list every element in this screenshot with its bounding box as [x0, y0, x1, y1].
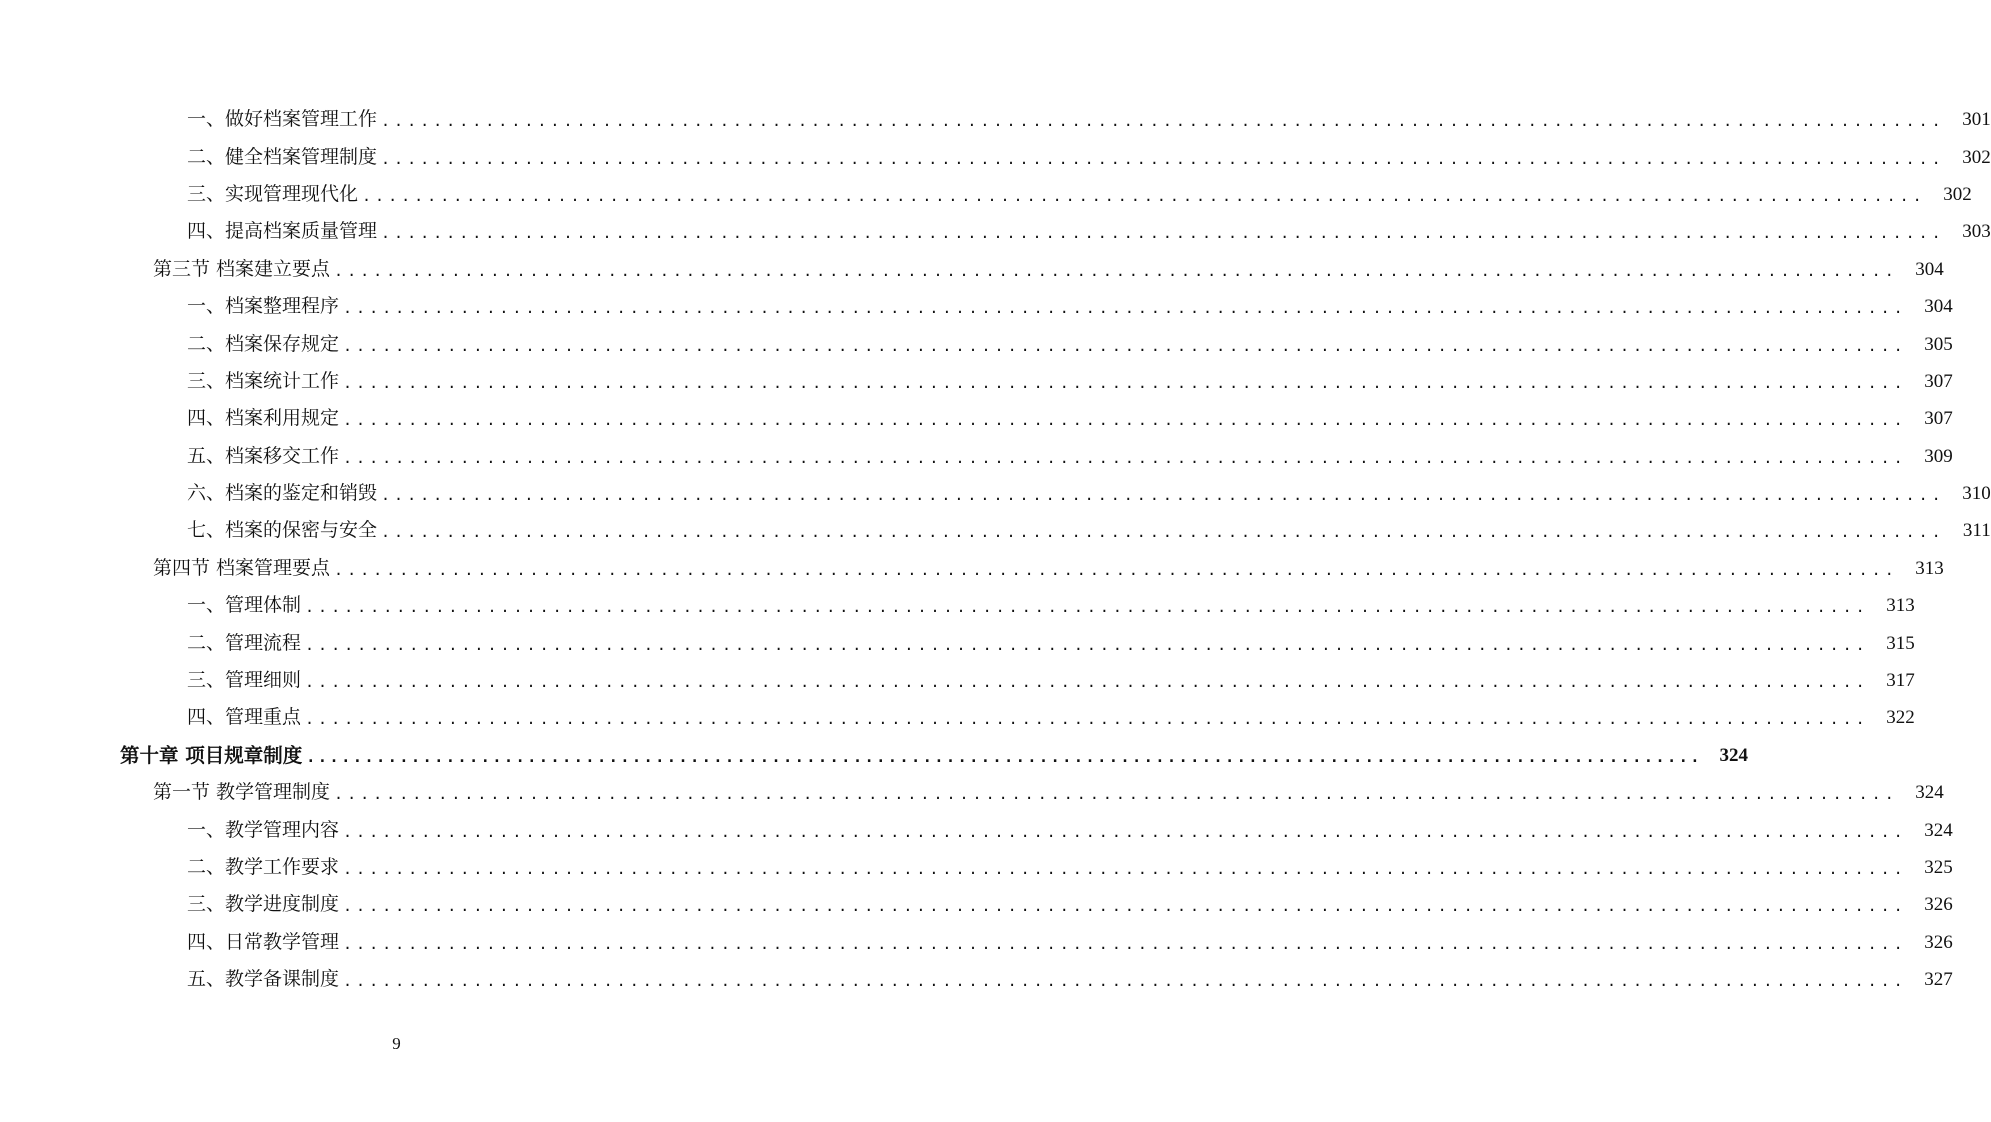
toc-entry-page: 307: [1924, 408, 1953, 430]
toc-entry-title: 一、教学管理内容: [187, 818, 340, 841]
toc-entry-title: 第十章 项目规章制度: [120, 743, 303, 767]
toc-entry[interactable]: [0, 849, 1953, 886]
toc-entry-title: 三、档案统计工作: [187, 369, 340, 392]
dot-leader: ........................................................................................................................: [381, 523, 1945, 542]
toc-entry[interactable]: [0, 624, 1915, 661]
toc-entry-title: 三、管理细则: [187, 669, 302, 692]
dot-leader: ........................................................................................................................: [334, 785, 1898, 804]
toc-entry-title: 四、管理重点: [187, 706, 302, 729]
toc-entry-page: 302: [1962, 146, 1991, 168]
toc-entry-page: 311: [1962, 520, 1991, 542]
toc-entry-page: 304: [1915, 258, 1944, 280]
toc-entry-page: 303: [1962, 221, 1991, 243]
toc-entry[interactable]: [0, 550, 1944, 587]
toc-entry-title: 五、教学备课制度: [187, 968, 340, 991]
toc-entry[interactable]: [0, 924, 1953, 961]
toc-entry-page: 310: [1962, 483, 1991, 505]
dot-leader: ........................................................................................................................: [381, 112, 1945, 131]
toc-entry[interactable]: [0, 438, 1953, 475]
toc-entry-title: 三、教学进度制度: [187, 893, 340, 916]
dot-leader: ........................................................................................................................: [343, 822, 1907, 841]
toc-entry[interactable]: [0, 886, 1953, 923]
toc-entry-title: 七、档案的保密与安全: [187, 519, 378, 542]
toc-entry-title: 二、档案保存规定: [187, 332, 340, 355]
dot-leader: ........................................................................................................................: [343, 860, 1907, 878]
dot-leader: ........................................................................................................................: [381, 224, 1945, 243]
dot-leader: ........................................................................................................................: [305, 673, 1869, 692]
toc-entry-page: 317: [1886, 670, 1915, 692]
toc-entry-title: 二、健全档案管理制度: [187, 145, 378, 168]
dot-leader: ........................................................................................................................: [343, 897, 1907, 916]
toc-entry-page: 309: [1924, 445, 1953, 467]
table-of-contents: [0, 101, 1991, 998]
toc-entry[interactable]: [0, 213, 1991, 250]
dot-leader: ........................................................................................................................: [343, 448, 1907, 467]
dot-leader: ........................................................................................................................: [343, 373, 1907, 392]
toc-entry-page: 313: [1915, 557, 1944, 579]
toc-entry[interactable]: [0, 325, 1953, 362]
toc-entry[interactable]: [0, 288, 1953, 325]
toc-entry[interactable]: [0, 176, 1972, 213]
toc-entry-page: 324: [1924, 819, 1953, 841]
toc-entry-title: 二、教学工作要求: [187, 856, 340, 878]
toc-entry-title: 第四节 档案管理要点: [153, 556, 331, 579]
toc-entry-page: 326: [1924, 931, 1953, 953]
toc-entry-page: 302: [1943, 183, 1972, 205]
toc-entry-page: 315: [1886, 632, 1915, 654]
toc-entry-title: 一、做好档案管理工作: [187, 108, 378, 131]
toc-entry-title: 一、档案整理程序: [187, 295, 340, 318]
toc-entry-title: 四、提高档案质量管理: [187, 220, 378, 243]
dot-leader: ........................................................................................................................: [305, 635, 1869, 654]
dot-leader: ........................................................................................................................: [343, 411, 1907, 430]
toc-entry[interactable]: [0, 811, 1953, 848]
toc-entry[interactable]: [0, 587, 1915, 624]
dot-leader: ........................................................................................................................: [381, 486, 1945, 505]
toc-entry[interactable]: [0, 400, 1953, 437]
dot-leader: ........................................................................................................................: [381, 149, 1945, 168]
toc-entry-page: 307: [1924, 370, 1953, 392]
toc-entry[interactable]: [0, 737, 1748, 774]
toc-entry[interactable]: [0, 512, 1991, 549]
toc-entry[interactable]: [0, 138, 1991, 175]
dot-leader: ........................................................................................................................: [334, 261, 1898, 280]
dot-leader: ........................................................................................................................: [343, 336, 1907, 355]
toc-entry-page: 313: [1886, 595, 1915, 617]
dot-leader: ........................................................................................................................: [362, 186, 1926, 205]
toc-entry[interactable]: [0, 699, 1915, 736]
toc-entry-title: 二、管理流程: [187, 631, 302, 654]
toc-entry-title: 四、档案利用规定: [187, 407, 340, 430]
toc-entry-title: 第一节 教学管理制度: [153, 781, 331, 804]
toc-entry[interactable]: [0, 475, 1991, 512]
toc-entry-title: 四、日常教学管理: [187, 930, 340, 953]
dot-leader: ........................................................................................................................: [343, 299, 1907, 318]
toc-entry-page: 322: [1886, 707, 1915, 729]
dot-leader: ........................................................................................................................: [305, 598, 1869, 617]
toc-entry[interactable]: [0, 101, 1991, 138]
toc-entry-page: 301: [1962, 109, 1991, 131]
toc-entry-title: 三、实现管理现代化: [187, 182, 359, 205]
toc-entry-title: 五、档案移交工作: [187, 444, 340, 467]
toc-entry-page: 327: [1924, 969, 1953, 991]
toc-entry[interactable]: [0, 774, 1944, 811]
dot-leader: ........................................................................................................................: [343, 934, 1907, 953]
toc-entry-title: 第三节 档案建立要点: [153, 257, 331, 280]
page-number: 9: [392, 1034, 401, 1053]
toc-entry-title: 六、档案的鉴定和销毁: [187, 482, 378, 505]
dot-leader: ........................................................................................................................: [305, 710, 1869, 729]
toc-entry[interactable]: [0, 961, 1953, 998]
toc-entry-page: 305: [1924, 333, 1953, 355]
toc-entry-page: 304: [1924, 296, 1953, 318]
toc-entry[interactable]: [0, 363, 1953, 400]
toc-entry-title: 一、管理体制: [187, 594, 302, 617]
toc-entry-page: 324: [1915, 782, 1944, 804]
toc-entry[interactable]: [0, 662, 1915, 699]
toc-entry-page: 326: [1924, 894, 1953, 916]
toc-entry-page: 324: [1719, 744, 1748, 766]
toc-entry[interactable]: [0, 251, 1944, 288]
dot-leader: ........................................................................................................................: [306, 747, 1702, 766]
toc-entry-page: 325: [1924, 857, 1953, 878]
dot-leader: ........................................................................................................................: [334, 560, 1898, 579]
dot-leader: ........................................................................................................................: [343, 972, 1907, 991]
